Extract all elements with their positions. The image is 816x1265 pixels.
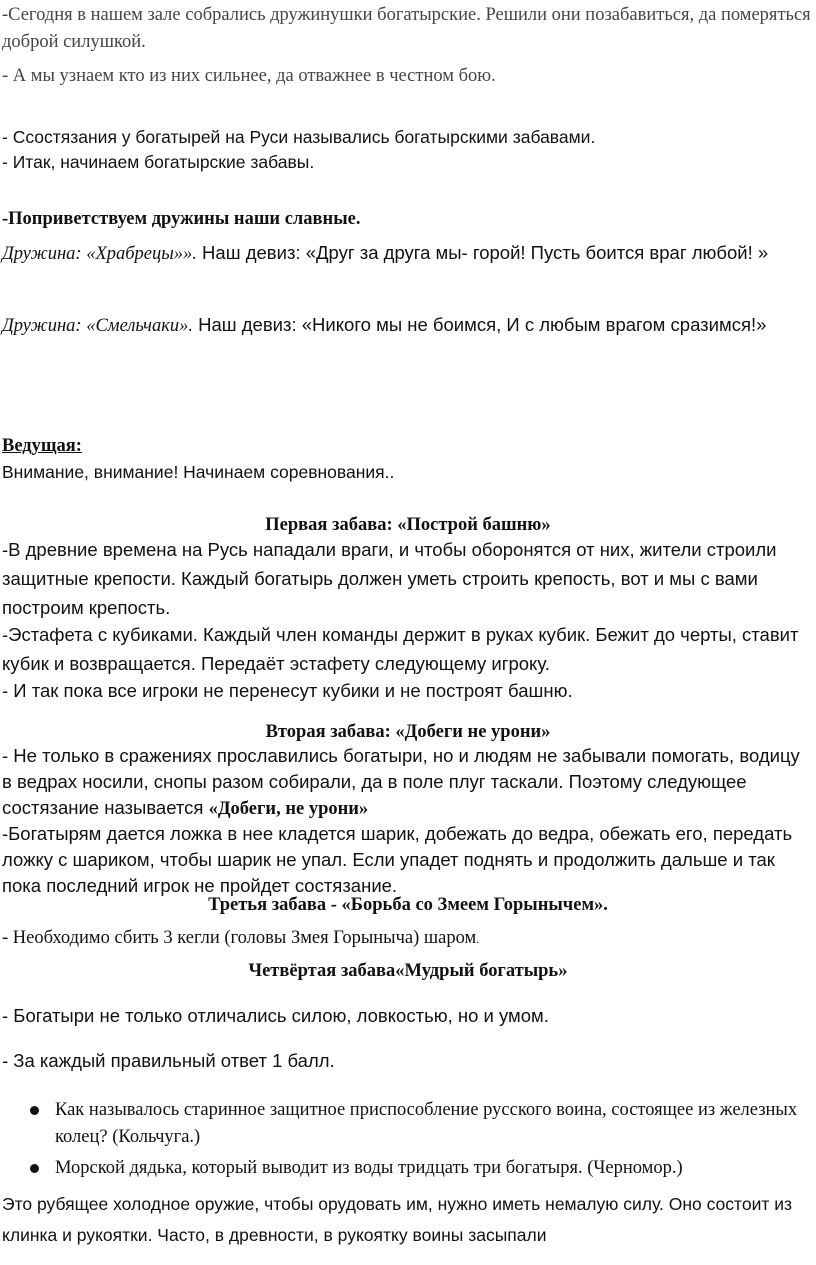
- host-text: Внимание, внимание! Начинаем соревнования..: [2, 462, 395, 482]
- team1-paragraph: [2, 238, 814, 269]
- game1-title: Первая забава: «Построй башню»: [265, 515, 551, 535]
- game3-period: .: [476, 932, 480, 946]
- game2-paragraph-1-text: - Не только в сражениях прославились богатыри, но и людям не забывали помогать, водицу в ведрах носили, снопы разом собирали, да в поле плуг таскали. Поэтому следующее состязание называется: [2, 745, 800, 818]
- game4-tail-paragraph: Это рубящее холодное оружие, чтобы орудовать им, нужно иметь немалую силу. Оно состоит из клинка и рукоятки. Часто, в древности, в рукоятку воины засыпали: [2, 1194, 793, 1245]
- game3-paragraph: [2, 925, 814, 953]
- team1-motto: Наш девиз: «Друг за друга мы- горой! Пусть боится враг любой! »: [196, 242, 769, 263]
- intro-line-2: - А мы узнаем кто из них сильнее, да отважнее в честном бою.: [2, 66, 496, 86]
- game4-paragraph-2: - За каждый правильный ответ 1 балл.: [2, 1050, 335, 1071]
- team2-name: Дружина: «Смельчаки».: [2, 316, 193, 336]
- intro-line-4: - Итак, начинаем богатырские забавы.: [2, 152, 315, 172]
- team2-paragraph: [2, 310, 814, 341]
- game2-title: Вторая забава: «Добеги не урони»: [265, 722, 551, 742]
- game1-paragraph-1: -В древние времена на Русь нападали враги, и чтобы оборонятся от них, жители строили защитные крепости. Каждый богатырь должен уметь строить крепость, вот и мы с вами построим крепость.: [2, 539, 777, 618]
- bullet-icon: [30, 1106, 39, 1115]
- intro-line-1: -Сегодня в нашем зале собрались дружинушки богатырские. Решили они позабавиться, да померяться доброй силушкой.: [2, 5, 811, 52]
- team2-motto: Наш девиз: «Никого мы не боимся, И с любым врагом сразимся!»: [192, 314, 767, 335]
- game2-name-bold: «Добеги, не урони»: [208, 799, 369, 819]
- host-label: Ведущая:: [2, 436, 82, 456]
- game1-paragraph-2: -Эстафета с кубиками. Каждый член команды держит в руках кубик. Бежит до черты, ставит кубик и возвращается. Передаёт эстафету следующему игроку.: [2, 624, 799, 674]
- question-text: Морской дядька, который выводит из воды тридцать три богатыря. (Черномор.): [55, 1158, 683, 1178]
- game1-paragraph-3: - И так пока все игроки не перенесут кубики и не построят башню.: [2, 680, 573, 701]
- game4-paragraph-1: - Богатыри не только отличались силою, ловкостью, но и умом.: [2, 1005, 549, 1026]
- intro-line-3: - Ссостязания у богатырей на Руси назывались богатырскими забавами.: [2, 127, 596, 147]
- game2-paragraph-1: [2, 743, 814, 822]
- bullet-icon: [30, 1164, 39, 1173]
- game3-title: Третья забава - «Борьба со Змеем Горынычем».: [208, 895, 608, 915]
- game2-paragraph-2: -Богатырям дается ложка в нее кладется шарик, добежать до ведра, обежать его, передать ложку с шариком, чтобы шарик не упал. Если упадет поднять и продолжить дальше и так пока последний игрок не пройдет состязание.: [2, 823, 793, 896]
- team1-name: Дружина: «Храбрецы»».: [2, 244, 197, 264]
- game3-paragraph-text: - Необходимо сбить 3 кегли (головы Змея Горыныча) шаром: [2, 928, 477, 948]
- question-item: [30, 1155, 814, 1182]
- question-text: Как называлось старинное защитное приспособление русского воина, состоящее из железных колец? (Кольчуга.): [55, 1100, 798, 1147]
- game4-title: Четвёртая забава«Мудрый богатырь»: [248, 961, 568, 981]
- question-item: [30, 1097, 814, 1151]
- greeting-heading: -Поприветствуем дружины наши славные.: [2, 209, 361, 229]
